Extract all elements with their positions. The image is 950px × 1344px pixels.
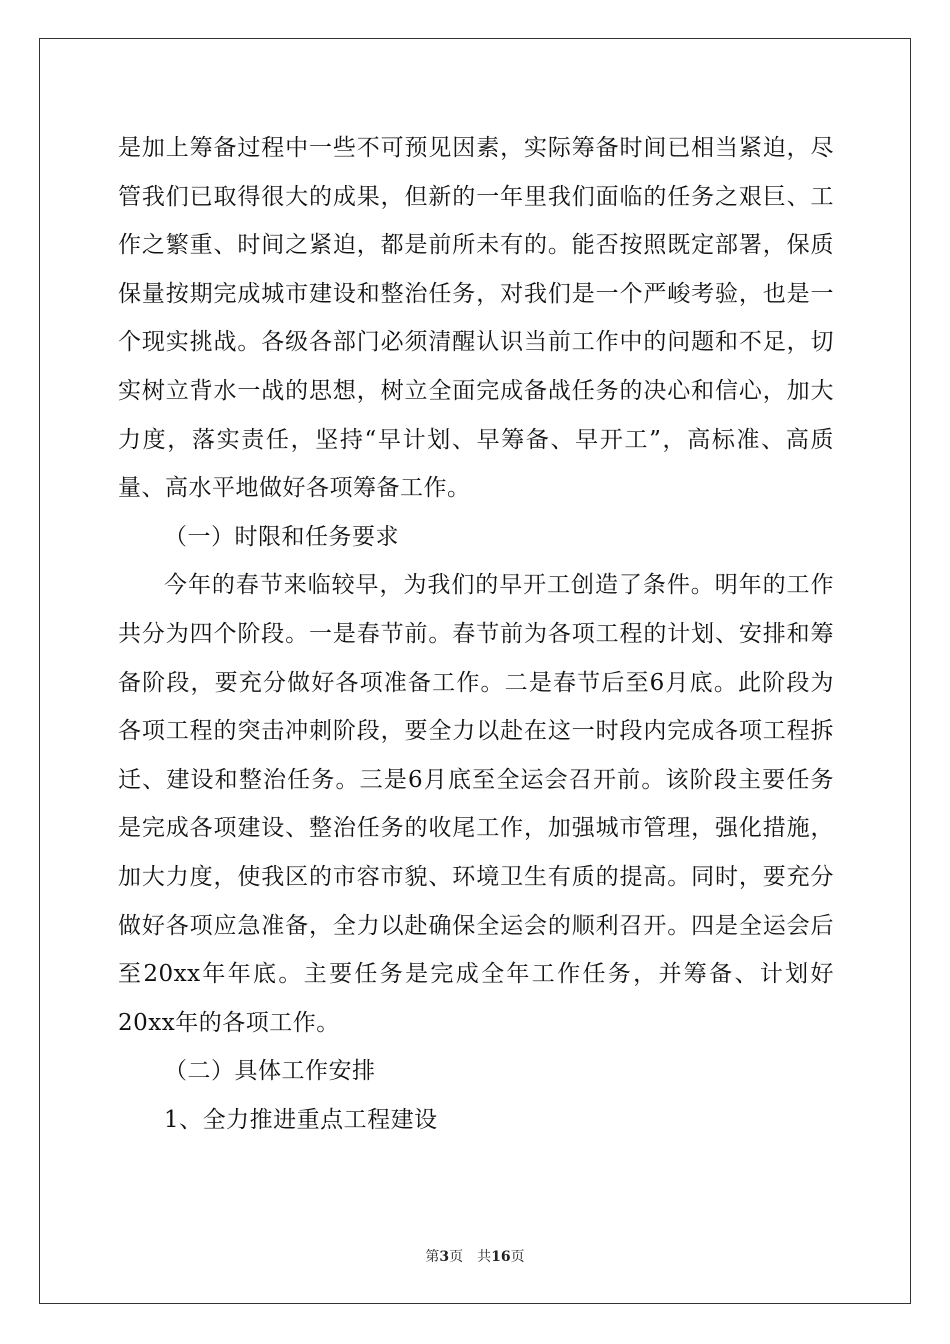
- section-heading-work-arrangements: （二）具体工作安排: [164, 1058, 376, 1085]
- page-suffix: 页: [449, 1249, 464, 1265]
- paragraph-four-stages: 今年的春节来临较早，为我们的早开工创造了条件。明年的工作共分为四个阶段。一是春节前。春节前为各项工程的计划、安排和筹备阶段，要充分做好各项准备工作。二是春节后至6月底。此阶段为各项工程的突击冲刺阶段，要全力以赴在这一时段内完成各项工程拆迁、建设和整治任务。三是6月底至全运会召开前。该阶段主要任务是完成各项建设、整治任务的收尾工作，加强城市管理，强化措施，加大力度，使我区的市容市貌、环境卫生有质的提高。同时，要充分做好各项应急准备，全力以赴确保全运会的顺利召开。四是全运会后至20xx年年底。主要任务是完成全年工作任务，并筹备、计划好20xx年的各项工作。: [118, 572, 834, 1036]
- page-number: 3: [439, 1249, 450, 1265]
- total-pages: 16: [491, 1249, 511, 1265]
- page-prefix: 第: [425, 1249, 440, 1265]
- page-footer: [0, 1246, 950, 1266]
- subheading-key-projects: 1、全力推进重点工程建设: [164, 1106, 438, 1133]
- total-prefix: 共: [477, 1249, 492, 1265]
- total-suffix: 页: [510, 1249, 525, 1265]
- paragraph-preparation-urgency: 是加上筹备过程中一些不可预见因素，实际筹备时间已相当紧迫，尽管我们已取得很大的成果，但新的一年里我们面临的任务之艰巨、工作之繁重、时间之紧迫，都是前所未有的。能否按照既定部署，保质保量按期完成城市建设和整治任务，对我们是一个严峻考验，也是一个现实挑战。各级各部门必须清醒认识当前工作中的问题和不足，切实树立背水一战的思想，树立全面完成备战任务的决心和信心，加大力度，落实责任，坚持“早计划、早筹备、早开工”，高标准、高质量、高水平地做好各项筹备工作。: [118, 135, 834, 502]
- section-heading-time-limits: （一）时限和任务要求: [164, 523, 399, 550]
- document-body: [118, 124, 834, 1144]
